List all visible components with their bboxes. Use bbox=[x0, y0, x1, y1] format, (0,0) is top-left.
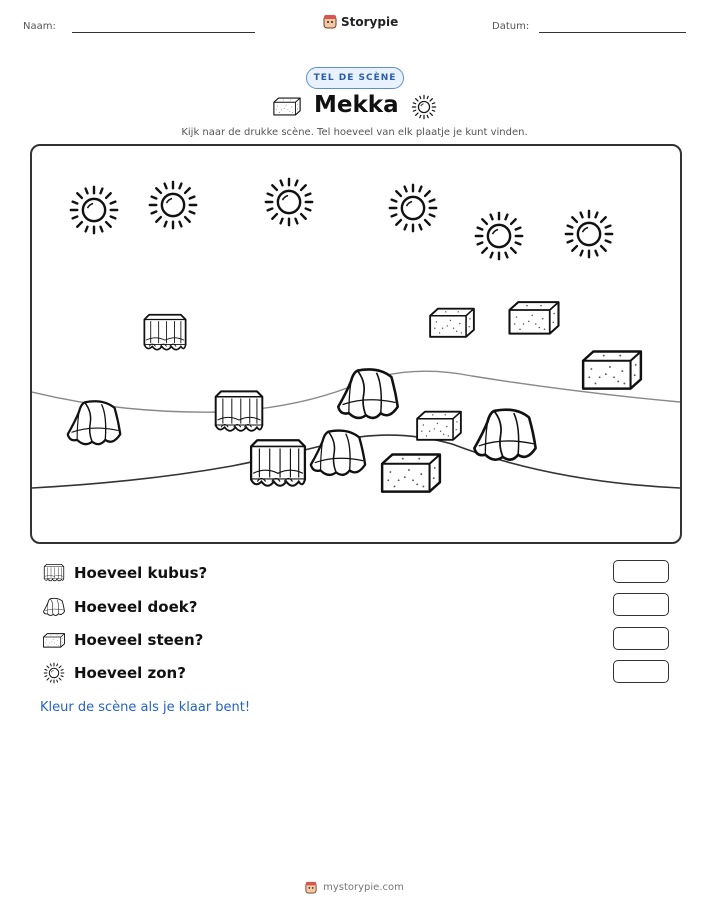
answer-box-steen[interactable] bbox=[613, 627, 669, 650]
stone-icon bbox=[417, 412, 461, 440]
sun-icon bbox=[150, 182, 196, 228]
cube-icon bbox=[144, 315, 185, 350]
activity-badge: TEL DE SCÈNE bbox=[306, 67, 404, 89]
answer-box-kubus[interactable] bbox=[613, 560, 669, 583]
scene-illustration bbox=[32, 146, 680, 542]
question-label: Hoeveel kubus? bbox=[74, 564, 208, 582]
zon-icon bbox=[42, 662, 66, 684]
stone-icon bbox=[382, 454, 440, 491]
question-label: Hoeveel zon? bbox=[74, 664, 186, 682]
page-title: Mekka bbox=[314, 92, 399, 118]
cube-icon bbox=[251, 440, 305, 486]
storypie-mascot-icon bbox=[323, 14, 337, 29]
sun-icon bbox=[566, 211, 612, 257]
coloring-note: Kleur de scène als je klaar bent! bbox=[40, 700, 251, 715]
name-line[interactable] bbox=[72, 32, 255, 33]
storypie-mascot-icon bbox=[305, 881, 317, 894]
sun-icon bbox=[71, 187, 117, 233]
cloth-icon bbox=[338, 369, 398, 418]
scene-frame bbox=[30, 144, 682, 544]
stone-icon bbox=[583, 351, 641, 388]
cloth-icon bbox=[311, 431, 365, 475]
name-label: Naam: bbox=[23, 21, 56, 32]
title-stone-icon bbox=[272, 95, 302, 117]
cube-icon bbox=[216, 391, 263, 430]
sun-icon bbox=[266, 179, 312, 225]
brand-name: Storypie bbox=[341, 14, 399, 29]
sun-icon bbox=[390, 185, 436, 231]
cloth-icon bbox=[68, 401, 121, 444]
instructions: Kijk naar de drukke scène. Tel hoeveel van elk plaatje je kunt vinden. bbox=[181, 127, 528, 138]
question-kubus bbox=[42, 562, 207, 584]
answer-box-zon[interactable] bbox=[613, 660, 669, 683]
site-footer bbox=[0, 881, 709, 894]
stone-icon bbox=[430, 309, 474, 337]
question-label: Hoeveel doek? bbox=[74, 598, 198, 616]
date-line[interactable] bbox=[539, 32, 686, 33]
date-label: Datum: bbox=[492, 21, 530, 32]
kubus-icon bbox=[42, 562, 66, 584]
answer-box-doek[interactable] bbox=[613, 593, 669, 616]
question-label: Hoeveel steen? bbox=[74, 631, 204, 649]
question-steen bbox=[42, 629, 203, 651]
title-sun-icon bbox=[411, 94, 437, 120]
brand-logo bbox=[323, 14, 398, 29]
question-zon bbox=[42, 662, 186, 684]
steen-icon bbox=[42, 629, 66, 651]
cloth-icon bbox=[474, 410, 535, 460]
question-doek bbox=[42, 596, 197, 618]
sun-icon bbox=[476, 213, 522, 259]
site-url[interactable]: mystorypie.com bbox=[323, 882, 404, 893]
doek-icon bbox=[42, 596, 66, 618]
stone-icon bbox=[510, 302, 559, 334]
